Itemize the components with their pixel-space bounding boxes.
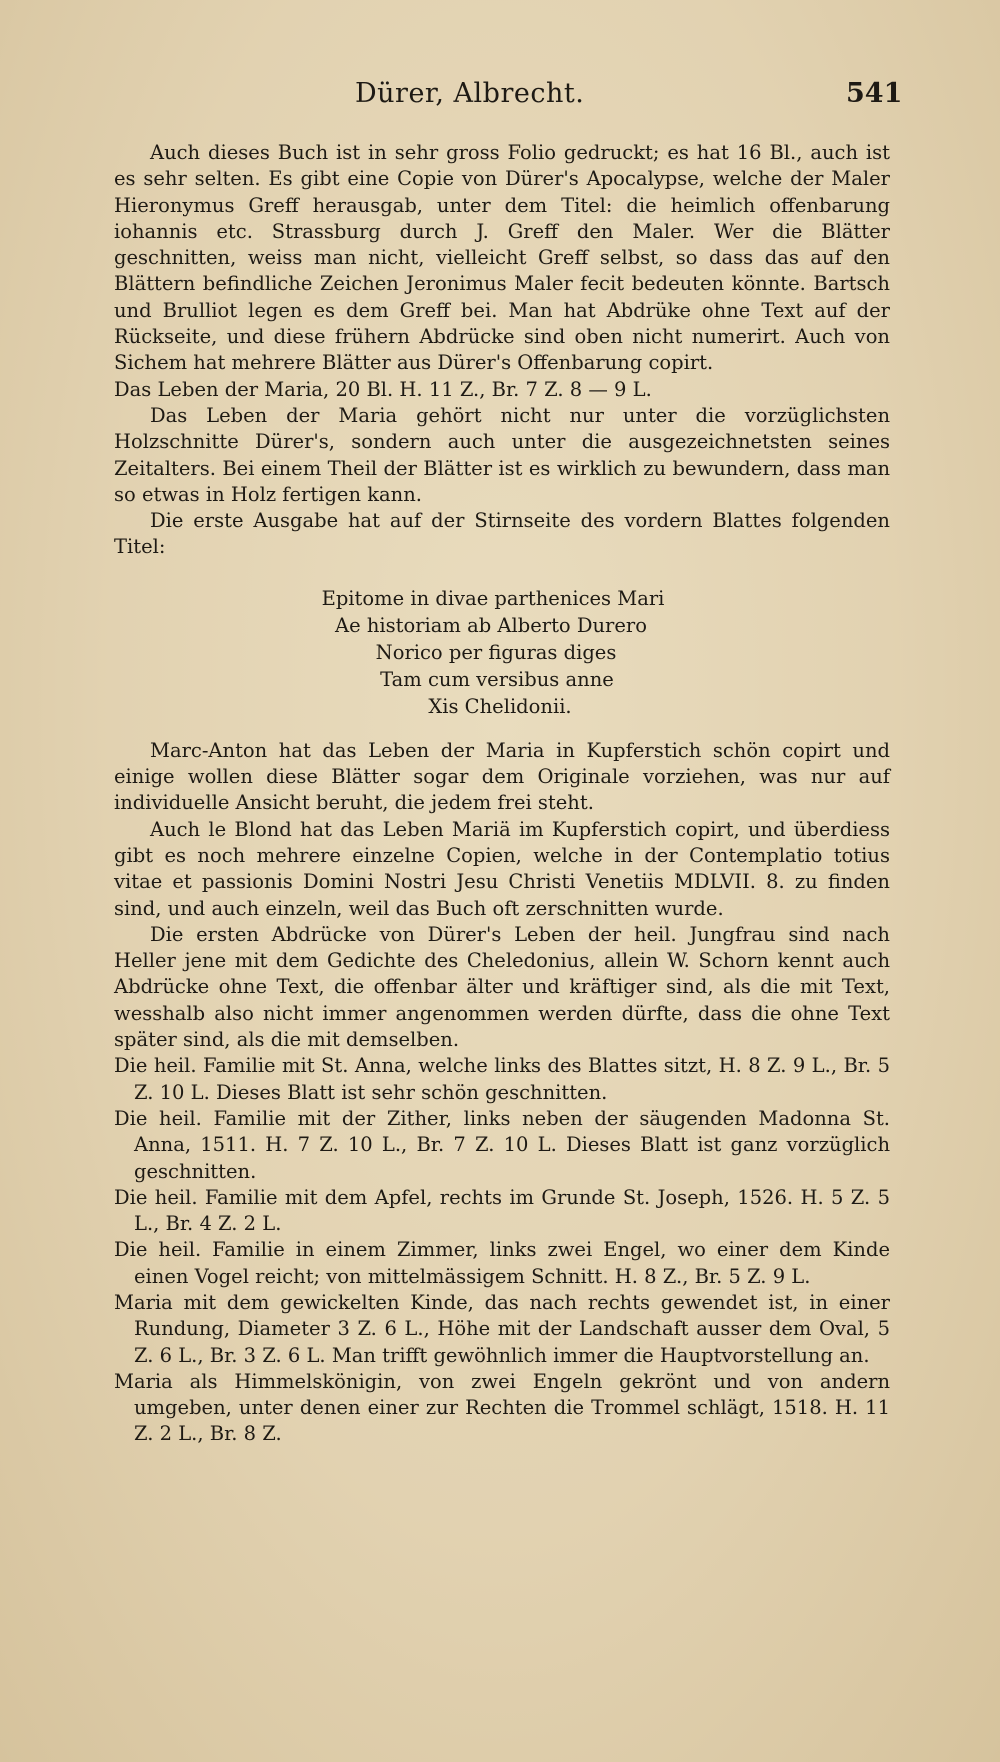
entry-leben-der-maria: Das Leben der Maria, 20 Bl. H. 11 Z., Br. 7 Z. 8 — 9 L. <box>114 377 652 401</box>
paragraph-apocalypse: Auch dieses Buch ist in sehr gross Folio gedruckt; es hat 16 Bl., auch ist es sehr selten. Es gibt eine Copie von Dürer's Apocalypse, welche der Maler Hieronymus Greff herausgab, unter dem Titel: die heimlich offenbarung iohannis etc. Strassburg durch J. Greff den Maler. Wer die Blätter geschnitten, weiss man nicht, vielleicht Greff selbst, so dass das auf den Blättern befindliche Zeichen Jeronimus Maler fecit bedeuten könnte. Bartsch und Brulliot legen es dem Greff bei. Man hat Abdrüke ohne Text auf der Rückseite, und diese frühern Abdrücke sind oben nicht numerirt. Auch von Sichem hat mehrere Blätter aus Dürer's Offenbarung copirt. <box>114 141 890 375</box>
entry-familie-zimmer: Die heil. Familie in einem Zimmer, links zwei Engel, wo einer dem Kinde einen Vogel reicht; von mittelmässigem Schnitt. H. 8 Z., Br. 5 Z. 9 L. <box>114 1238 890 1288</box>
paragraph-le-blond: Auch le Blond hat das Leben Mariä im Kupferstich copirt, und überdiess gibt es noch mehrere einzelne Copien, welche in der Contemplatio totius vitae et passionis Domini Nostri Jesu Christi Venetiis MDLVII. 8. zu finden sind, und auch einzeln, weil das Buch oft zerschnitten wurde. <box>114 817 890 920</box>
title-line: Xis Chelidonii. <box>428 694 572 718</box>
entry-familie-anna: Die heil. Familie mit St. Anna, welche links des Blattes sitzt, H. 8 Z. 9 L., Br. 5 Z. 10 L. Dieses Blatt ist sehr schön geschnitten. <box>114 1054 890 1104</box>
paragraph-first-edition: Die erste Ausgabe hat auf der Stirnseite des vordern Blattes folgenden Titel: <box>114 509 890 559</box>
paragraph-leben-praise: Das Leben der Maria gehört nicht nur unter die vorzüglichsten Holzschnitte Dürer's, sondern auch unter die ausgezeichnetsten seines Zeitalters. Bei einem Theil der Blätter ist es wirklich zu bewundern, dass man so etwas in Holz fertigen kann. <box>114 403 890 506</box>
paragraph-first-impressions: Die ersten Abdrücke von Dürer's Leben der heil. Jungfrau sind nach Heller jene mit dem Gedichte des Cheledonius, allein W. Schorn kennt auch Abdrücke ohne Text, die offenbar älter und kräftiger sind, als die mit Text, wesshalb also nicht immer angenommen werden dürfte, dass die ohne Text später sind, als die mit demselben. <box>114 922 890 1052</box>
page-header <box>0 78 1000 118</box>
quoted-title-block <box>114 585 890 720</box>
title-line: Tam cum versibus anne <box>380 667 614 691</box>
entry-familie-zither: Die heil. Familie mit der Zither, links neben der säugenden Madonna St. Anna, 1511. H. 7 Z. 10 L., Br. 7 Z. 10 L. Dieses Blatt ist ganz vorzüglich geschnitten. <box>114 1106 890 1183</box>
paragraph-marc-anton: Marc-Anton hat das Leben der Maria in Kupferstich schön copirt und einige wollen diese Blätter sogar dem Originale vorziehen, was nur auf individuelle Ansicht beruht, die jedem frei steht. <box>114 738 890 815</box>
running-title: Dürer, Albrecht. <box>355 78 585 109</box>
entry-maria-gewickelt: Maria mit dem gewickelten Kinde, das nach rechts gewendet ist, in einer Rundung, Diameter 3 Z. 6 L., Höhe mit der Landschaft ausser dem Oval, 5 Z. 6 L., Br. 3 Z. 6 L. Man trifft gewöhnlich immer die Hauptvorstellung an. <box>114 1290 890 1367</box>
title-line: Epitome in divae parthenices Mari <box>321 586 665 610</box>
entry-familie-apfel: Die heil. Familie mit dem Apfel, rechts im Grunde St. Joseph, 1526. H. 5 Z. 5 L., Br. 4 Z. 2 L. <box>114 1185 890 1236</box>
page-number: 541 <box>846 78 903 109</box>
body-text <box>114 140 890 1448</box>
entry-maria-himmelskoenigin: Maria als Himmelskönigin, von zwei Engeln gekrönt und von andern umgeben, unter denen einer zur Rechten die Trommel schlägt, 1518. H. 11 Z. 2 L., Br. 8 Z. <box>114 1369 890 1446</box>
title-line: Ae historiam ab Alberto Durero <box>335 613 647 637</box>
title-line: Norico per figuras diges <box>375 640 617 664</box>
